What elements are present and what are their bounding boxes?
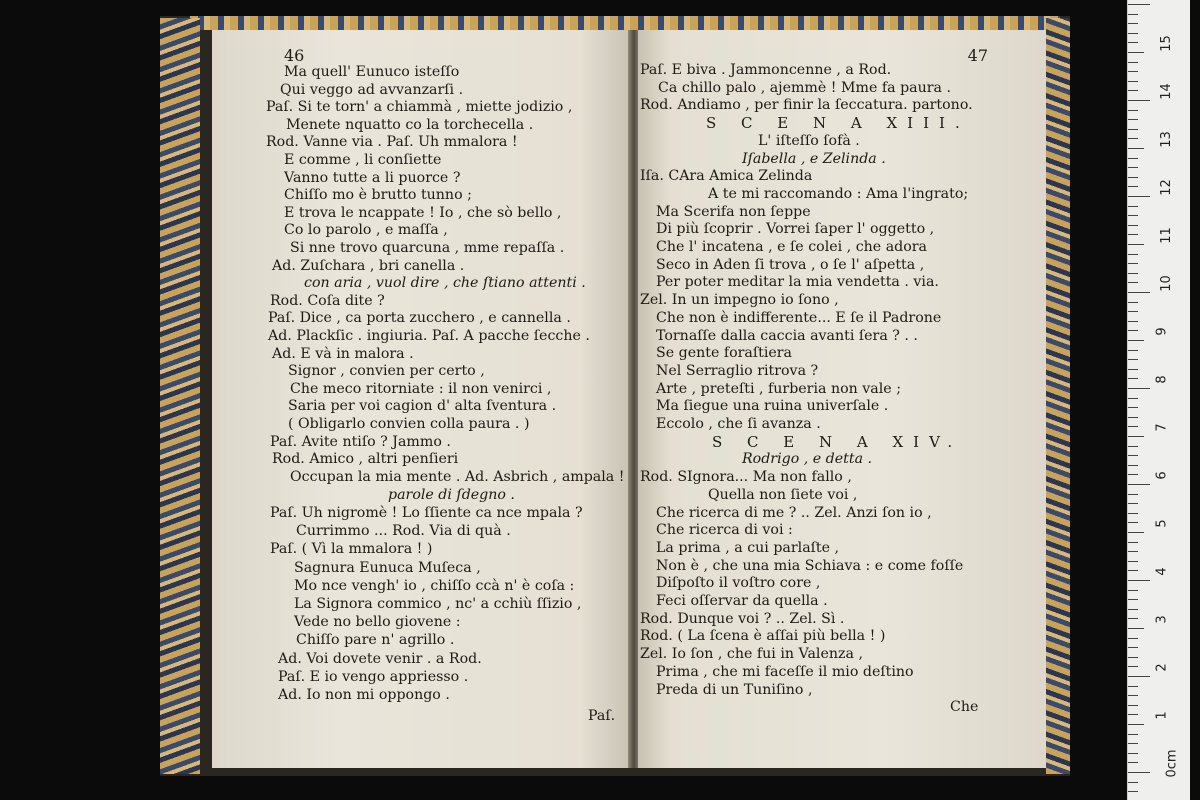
ruler-tick [1128,542,1138,543]
text-line: Tornaſſe dalla caccia avanti ſera ? . . [656,327,918,344]
text-line: Non è , che una mia Schiava : e come foſſe [656,557,964,574]
ruler-tick [1128,273,1138,274]
ruler-tick [1128,724,1144,725]
ruler-tick [1128,378,1138,379]
ruler-tick [1128,705,1138,706]
ruler-tick [1128,695,1138,696]
ruler-tick [1128,407,1138,408]
ruler-tick [1128,350,1138,351]
ruler-number: 11 [1158,227,1174,244]
ruler-tick [1128,638,1138,639]
text-line: Rodrigo , e detta . [742,451,873,468]
ruler-tick [1128,734,1138,735]
text-line: Paſ. Dice , ca porta zucchero , e cannella . [268,310,571,327]
ruler-tick [1128,561,1138,562]
text-line: Per poter meditar la mia vendetta . via. [656,274,939,291]
text-line: Paſ. E io vengo appriesso . [278,668,469,685]
text-line: Arte , preteſti , furberia non vale ; [656,380,901,397]
ruler-number: 13 [1158,131,1174,148]
text-line: Se gente foraſtiera [656,345,793,362]
text-line: Rod. Amico , altri penſieri [272,451,459,468]
ruler-number: 5 [1154,519,1170,528]
text-line: Ad. Io non mi oppongo . [278,687,450,703]
text-line: Che ricerca di me ? .. Zel. Anzi ſon io , [656,504,932,521]
ruler-tick [1128,138,1138,139]
ruler-tick [1128,426,1138,427]
text-line: Feci oſſervar da quella . [656,593,828,609]
text-line: A te mi raccomando : Ama l'ingrato; [708,185,969,202]
text-line: Ad. Voi dovete venir . a Rod. [278,650,482,667]
text-line: La prima , a cui parlaſte , [656,539,840,556]
ruler-tick [1128,311,1138,312]
ruler-tick [1128,158,1138,159]
text-line: parole di ſdegno . [388,486,515,503]
text-line: La Signora commico , nc' a cchiù ſſizio , [294,596,582,612]
text-line: Quella non ſiete voi , [708,486,858,503]
ruler-tick [1128,762,1138,763]
ruler-tick [1128,359,1138,360]
ruler-tick [1128,244,1144,245]
text-line: Rod. Dunque voi ? .. Zel. Sì . [640,610,845,627]
ruler-tick [1128,791,1138,792]
text-line: Ma ſiegue una ruina univerſale . [656,398,889,415]
text-line: con aria , vuol dire , che ſtiano attenti . [304,275,586,292]
ruler-tick [1128,330,1138,331]
text-line: Paſ. ( Vì la mmalora ! ) [270,541,433,558]
text-line: Occupan la mia mente . Ad. Asbrich , ampala ! [290,468,625,485]
ruler-tick [1128,196,1150,197]
text-line: Paſ. Uh nigromè ! Lo ſſiente ca nce mpala ? [270,505,583,521]
ruler-tick [1128,33,1138,34]
ruler-tick [1128,148,1144,149]
text-line: Ad. Plackſic . ingiuria. Paſ. A pacche ſecche . [268,328,590,344]
text-line: Menete nquatto co la torchecella . [286,116,534,133]
text-line: S C E N A XIV. [712,432,963,451]
left-page [212,30,630,768]
ruler-tick [1128,254,1138,255]
ruler-tick [1128,321,1138,322]
ruler-tick [1128,503,1138,504]
text-line: Diſpoſto il voſtro core , [656,575,821,592]
ruler-tick [1128,551,1138,552]
ruler-tick [1128,609,1138,610]
ruler-tick [1128,282,1138,283]
ruler-tick [1128,772,1150,773]
ruler-number: 2 [1154,663,1170,672]
ruler-tick [1128,686,1138,687]
ruler-tick [1128,23,1138,24]
ruler-tick [1128,167,1138,168]
text-line: Currimmo ... Rod. Via di quà . [296,523,511,540]
ruler-tick [1128,14,1138,15]
text-line: Ad. E và in malora . [272,345,414,362]
text-line: E comme , li conſiette [284,152,442,168]
text-line: Preda di un Tuniſino , [656,681,813,698]
text-line: Zel. Io ſon , che fui in Valenza , [640,646,863,663]
ruler-tick [1128,186,1138,187]
text-line: Ma quell' Eunuco isteſſo [284,64,460,80]
right-page [638,30,1046,768]
text-line: Ad. Zuſchara , bri canella . [272,257,465,274]
page-number-right: 47 [967,46,988,65]
ruler-tick [1128,436,1144,437]
ruler-tick [1128,743,1138,744]
text-line: Prima , che mi faceſſe il mio deſtino [656,663,914,680]
text-line: Che ricerca di voi : [656,522,793,539]
ruler-number: 4 [1154,567,1170,576]
ruler-tick [1128,225,1138,226]
marbled-cover-left [160,18,200,774]
text-line: Ca chillo palo , ajemmè ! Mme fa paura . [658,79,952,96]
ruler-tick [1128,4,1150,5]
ruler-tick [1128,100,1150,101]
ruler-number: 3 [1154,615,1170,624]
ruler-number: 14 [1158,83,1174,100]
text-line: S C E N A XIII. [706,114,970,133]
text-line: Saria per voi cagion d' alta ſventura . [288,398,557,415]
text-line: Mo nce vengh' io , chiſſo ccà n' è coſa : [294,577,575,594]
marbled-cover-right [1046,18,1070,774]
ruler-tick [1128,570,1138,571]
page-number-left: 46 [284,46,305,65]
ruler-tick [1128,474,1138,475]
ruler-tick [1128,302,1138,303]
text-line: Iſabella , e Zelinda . [742,150,886,167]
text-line: Eccolo , che ſi avanza . [656,416,821,432]
ruler-number: 8 [1154,375,1170,384]
text-line: Sagnura Eunuca Muſeca , [294,559,481,576]
text-line: L' iſteſſo ſofà . [758,132,860,149]
ruler-tick [1128,513,1138,514]
ruler-number: 6 [1154,471,1170,480]
text-line: Seco in Aden ſi trova , o ſe l' aſpetta , [656,256,925,273]
ruler-number: 1 [1154,711,1170,720]
ruler-tick [1128,657,1138,658]
ruler-tick [1128,206,1138,207]
text-line: Rod. Vanne via . Paſ. Uh mmalora ! [266,134,518,151]
text-line: Rod. Coſa dite ? [270,292,385,309]
text-line: ( Obligarlo convien colla paura . ) [288,416,530,432]
ruler-tick [1128,628,1144,629]
ruler-tick [1128,590,1138,591]
text-line: Paſ. Avite ntiſo ? Jammo . [270,433,451,450]
text-line: Qui veggo ad avvanzarſi . [280,81,464,98]
text-line: Zel. In un impegno io ſono , [640,292,839,309]
ruler-tick [1128,62,1138,63]
text-line: Signor , convien per certo , [288,363,485,380]
ruler-number: 9 [1154,327,1170,336]
ruler-tick [1128,494,1138,495]
ruler-tick [1128,340,1144,341]
text-line: Paſ. Si te torn' a chiammà , miette jodizio , [266,99,573,116]
text-line: Rod. SIgnora... Ma non fallo , [640,469,852,486]
text-line: Iſa. CAra Amica Zelinda [640,168,813,185]
ruler-tick [1128,52,1144,53]
ruler-tick [1128,263,1138,264]
ruler-tick [1128,42,1138,43]
ruler-tick [1128,398,1138,399]
ruler-tick [1128,647,1138,648]
ruler-tick [1128,110,1138,111]
text-line: Di più ſcoprir . Vorrei ſaper l' oggetto , [656,221,935,238]
ruler-number: 7 [1154,423,1170,432]
ruler-tick [1128,666,1138,667]
text-line: Vede no bello giovene : [294,614,461,631]
ruler-tick [1128,753,1138,754]
text-line: E trova le ncappate ! Io , che sò bello , [284,204,562,221]
text-line: Si nne trovo quarcuna , mme repaſſa . [290,240,565,256]
ruler-tick [1128,129,1138,130]
text-line: Che l' incatena , e ſe colei , che adora [656,239,928,255]
ruler-tick [1128,618,1138,619]
text-line: Co lo parolo , e maſſa , [284,222,448,239]
ruler-tick [1128,417,1138,418]
measurement-ruler [1127,0,1190,800]
text-line: Rod. ( La ſcena è aſſai più bella ! ) [640,628,886,645]
ruler-tick [1128,782,1138,783]
ruler-tick [1128,81,1138,82]
ruler-number: 15 [1158,35,1174,52]
ruler-tick [1128,388,1150,389]
text-line: Ma Scerifa non ſeppe [656,203,811,220]
ruler-tick [1128,465,1138,466]
ruler-tick [1128,292,1150,293]
ruler-tick [1128,532,1144,533]
ruler-tick [1128,90,1138,91]
ruler-number: 12 [1158,179,1174,196]
text-line: Chiſſo pare n' agrillo . [296,632,455,649]
ruler-tick [1128,599,1138,600]
ruler-tick [1128,676,1150,677]
text-line: Nel Serraglio ritrova ? [656,362,819,379]
text-line: Rod. Andiamo , per finir la ſeccatura. partono. [640,97,973,114]
text-line: Chiſſo mo è brutto tunno ; [284,187,472,204]
ruler-tick [1128,71,1138,72]
ruler-tick [1128,369,1138,370]
text-line: Che [950,699,979,716]
ruler-tick [1128,177,1138,178]
ruler-tick [1128,234,1138,235]
ruler-tick [1128,484,1150,485]
ruler-tick [1128,714,1138,715]
marbled-cover-top [190,16,1060,30]
ruler-tick [1128,522,1138,523]
ruler-number: 10 [1158,275,1174,292]
ruler-tick [1128,580,1150,581]
ruler-tick [1128,455,1138,456]
text-line: Che non è indifferente... E ſe il Padrone [656,309,942,326]
ruler-tick [1128,215,1138,216]
text-line: Che meco ritorniate : il non venirci , [290,380,552,397]
ruler-tick [1128,446,1138,447]
ruler-tick [1128,119,1138,120]
text-line: Paſ. [588,708,616,724]
ruler-number: 0cm [1164,749,1180,778]
text-line: Paſ. E biva . Jammoncenne , a Rod. [640,62,892,78]
text-line: Vanno tutte a li puorce ? [284,169,461,186]
